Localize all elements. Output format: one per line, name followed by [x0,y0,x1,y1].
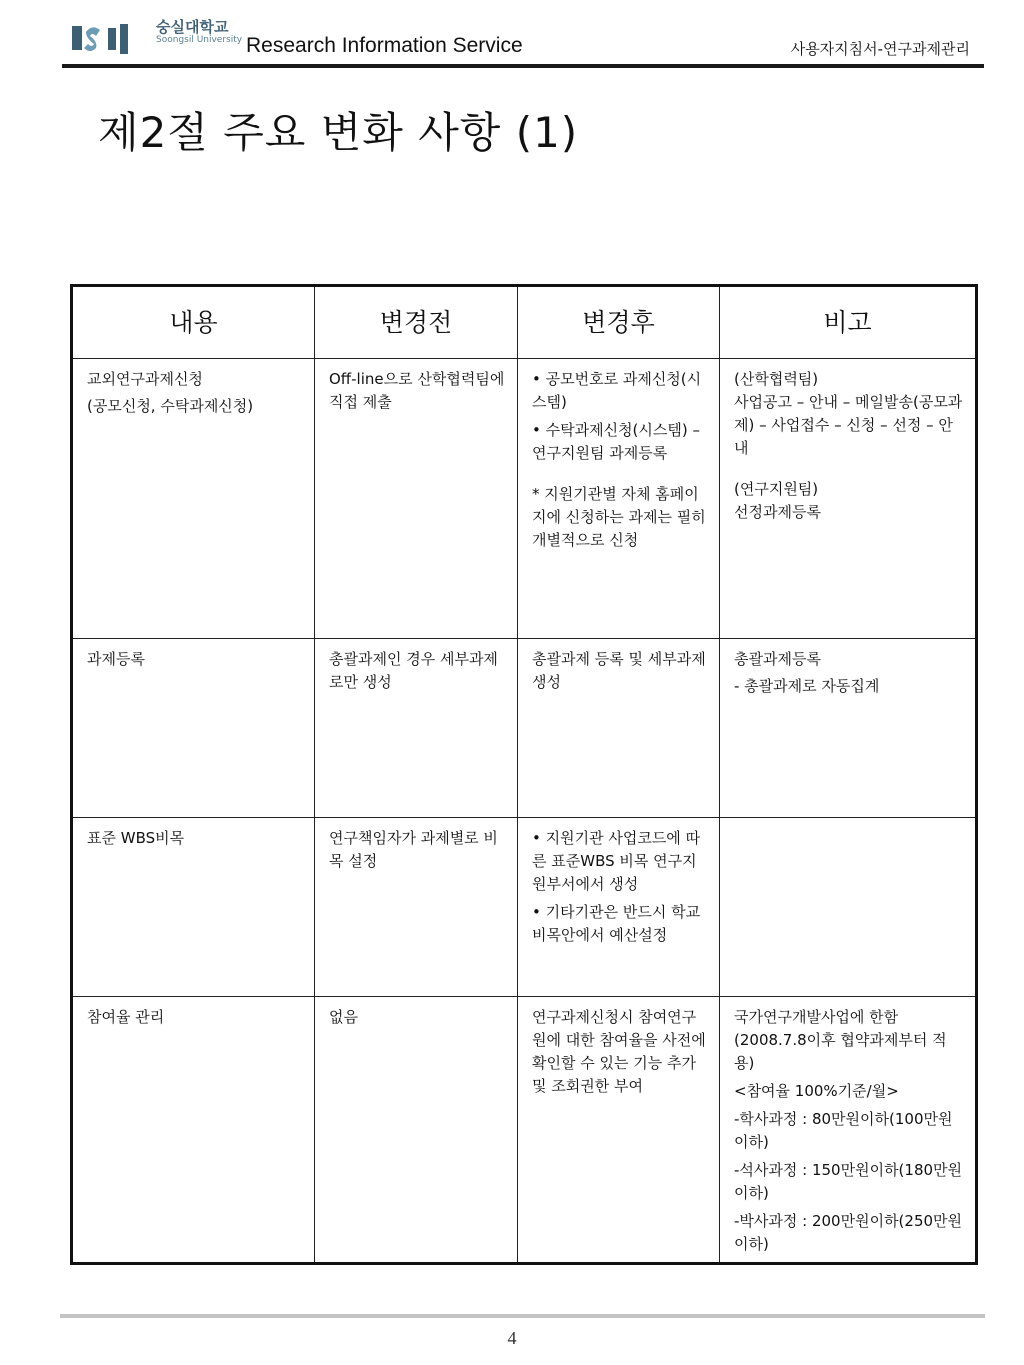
column-header-note: 비고 [720,286,977,359]
cell-before [315,639,518,818]
cell-text: 총괄과제 등록 및 세부과제 생성 [532,650,706,691]
cell-before [315,997,518,1264]
table-header-row [72,286,977,359]
logo-english: Soongsil University [156,35,243,45]
page-title: 제2절 주요 변화 사항 (1) [98,108,579,157]
footnote-item: * 지원기관별 자체 홈페이지에 신청하는 과제는 필히 개별적으로 신청 [532,485,706,549]
column-header-before: 변경전 [315,286,518,359]
table-row [72,818,977,997]
cell-text: 과제등록 [87,650,145,668]
cell-text: 국가연구개발사업에 한함(2008.7.8이후 협약과제부터 적용) [734,1008,947,1072]
changes-table [70,284,978,1265]
header-divider [62,64,984,68]
table-row [72,639,977,818]
header [62,14,984,68]
bullet-item: • 지원기관 사업코드에 따른 표준WBS 비목 연구지원부서에서 생성 [532,829,701,893]
cell-note [720,997,977,1264]
cell-before [315,359,518,639]
cell-text: 표준 WBS비목 [87,829,185,847]
cell-text: (산학협력팀) [734,370,819,388]
cell-note [720,359,977,639]
cell-text: 연구책임자가 과제별로 비목 설정 [329,829,498,870]
table-row [72,359,977,639]
cell-text: -석사과정 : 150만원이하(180만원이하) [734,1161,963,1202]
cell-content [72,359,315,639]
footer-divider [60,1314,985,1318]
cell-note [720,639,977,818]
cell-text: 없음 [329,1008,358,1026]
cell-text: 총괄과제인 경우 세부과제로만 생성 [329,650,498,691]
cell-text: 총괄과제등록 [734,650,821,668]
logo-text [156,20,242,45]
cell-text: <참여율 100%기준/월> [734,1082,899,1100]
document-label: 사용자지침서-연구과제관리 [790,40,970,58]
cell-after [518,997,720,1264]
cell-text: (공모신청, 수탁과제신청) [87,397,254,415]
cell-text: 교외연구과제신청 [87,370,203,388]
cell-after [518,639,720,818]
cell-note [720,818,977,997]
page-number: 4 [507,1328,517,1348]
cell-text: -박사과정 : 200만원이하(250만원이하) [734,1212,963,1253]
cell-content [72,818,315,997]
bullet-item: • 기타기관은 반드시 학교비목안에서 예산설정 [532,903,701,944]
cell-text: 참여율 관리 [87,1008,165,1026]
cell-content [72,639,315,818]
bullet-item: • 수탁과제신청(시스템) – 연구지원팀 과제등록 [532,421,700,462]
cell-before [315,818,518,997]
bullet-item: • 공모번호로 과제신청(시스템) [532,370,702,411]
column-header-content: 내용 [72,286,315,359]
cell-after [518,818,720,997]
cell-text: -학사과정 : 80만원이하(100만원이하) [734,1110,953,1151]
cell-text: (연구지원팀) [734,480,819,498]
table-row [72,997,977,1264]
logo-korean: 숭실대학교 [156,18,229,36]
cell-after [518,359,720,639]
cell-text: Off-line으로 산학협력팀에 직접 제출 [329,370,505,411]
cell-text: 사업공고 – 안내 – 메일발송(공모과제) – 사업접수 – 신청 – 선정 – 안내 [734,393,963,457]
cell-text: 선정과제등록 [734,503,821,521]
cell-text: 연구과제신청시 참여연구원에 대한 참여율을 사전에 확인할 수 있는 기능 추가 및 조회권한 부여 [532,1008,706,1095]
cell-text: - 총괄과제로 자동집계 [734,677,880,695]
column-header-after: 변경후 [518,286,720,359]
university-logo [68,22,158,54]
site-name: Research Information Service [246,34,523,57]
cell-content [72,997,315,1264]
